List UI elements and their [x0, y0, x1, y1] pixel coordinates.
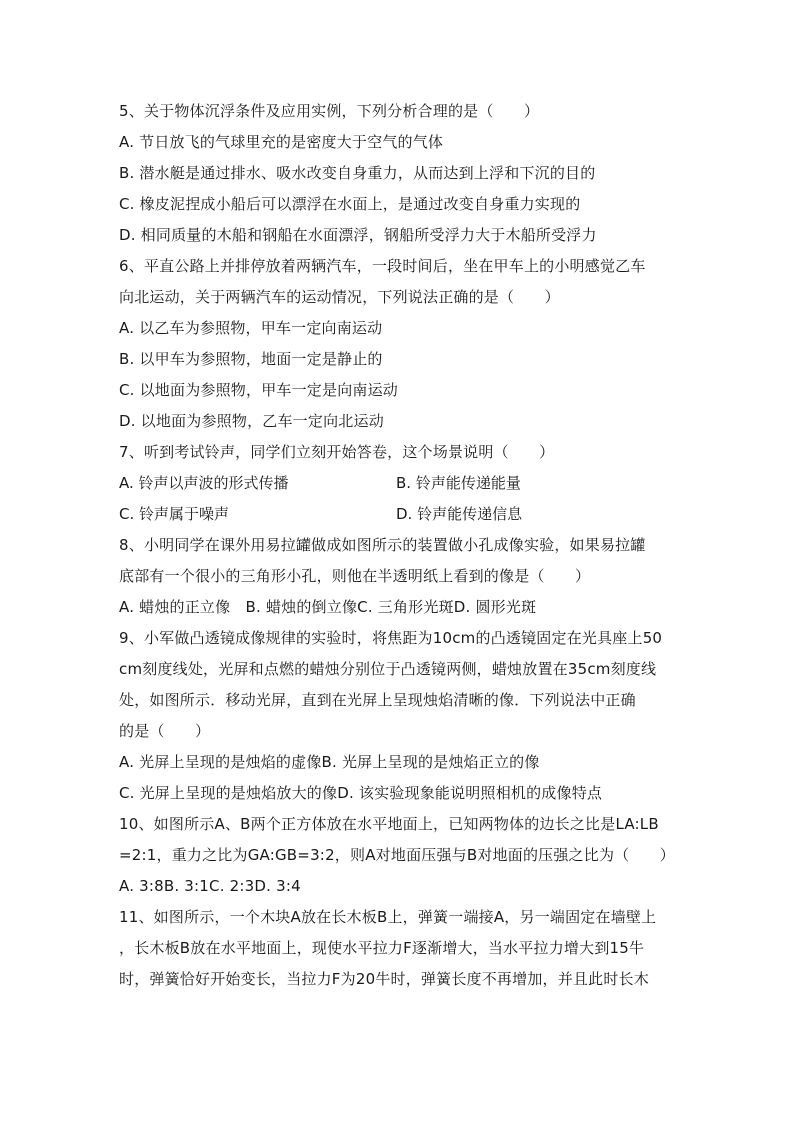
question-stem: 向北运动，关于两辆汽车的运动情况，下列说法正确的是（ ） — [119, 288, 560, 306]
option-row — [119, 499, 679, 530]
options-inline: A. 蜡烛的正立像 B. 蜡烛的倒立像C. 三角形光斑D. 圆形光斑 — [119, 598, 537, 616]
question-8 — [119, 530, 679, 623]
question-list — [119, 96, 679, 995]
option-a: A. 以乙车为参照物，甲车一定向南运动 — [119, 319, 383, 337]
question-stem: cm刻度线处，光屏和点燃的蜡烛分别位于凸透镜两侧，蜡烛放置在35cm刻度线 — [119, 660, 657, 678]
question-10 — [119, 809, 679, 902]
option-a: A. 节日放飞的气球里充的是密度大于空气的气体 — [119, 133, 444, 151]
question-stem: 5、关于物体沉浮条件及应用实例，下列分析合理的是（ ） — [119, 102, 540, 120]
question-6 — [119, 251, 679, 437]
question-stem: 时，弹簧恰好开始变长，当拉力F为20牛时，弹簧长度不再增加，并且此时长木 — [119, 970, 649, 988]
question-9 — [119, 623, 679, 809]
option-c: C. 橡皮泥捏成小船后可以漂浮在水面上，是通过改变自身重力实现的 — [119, 195, 581, 213]
question-stem: 11、如图所示，一个木块A放在长木板B上，弹簧一端接A，另一端固定在墙壁上 — [119, 908, 657, 926]
option-d: D. 以地面为参照物，乙车一定向北运动 — [119, 412, 384, 430]
option-c: C. 以地面为参照物，甲车一定是向南运动 — [119, 381, 399, 399]
option-d: D. 铃声能传递信息 — [396, 505, 523, 523]
question-stem: 7、听到考试铃声，同学们立刻开始答卷，这个场景说明（ ） — [119, 443, 555, 461]
question-7 — [119, 437, 679, 530]
option-c: C. 铃声属于噪声 — [119, 505, 230, 523]
question-stem: 的是（ ） — [119, 722, 211, 740]
option-row — [119, 468, 679, 499]
question-stem: 6、平直公路上并排停放着两辆汽车，一段时间后，坐在甲车上的小明感觉乙车 — [119, 257, 646, 275]
option-a: A. 铃声以声波的形式传播 — [119, 474, 289, 492]
option-b: B. 铃声能传递能量 — [396, 474, 521, 492]
question-stem: ，长木板B放在水平地面上，现使水平拉力F逐渐增大，当水平拉力增大到15牛 — [119, 939, 645, 957]
question-stem: 10、如图所示A、B两个正方体放在水平地面上，已知两物体的边长之比是LA:LB — [119, 815, 659, 833]
options-inline: C. 光屏上呈现的是烛焰放大的像D. 该实验现象能说明照相机的成像特点 — [119, 784, 603, 802]
question-11 — [119, 902, 679, 995]
question-stem: 8、小明同学在课外用易拉罐做成如图所示的装置做小孔成像实验，如果易拉罐 — [119, 536, 646, 554]
options-inline: A. 光屏上呈现的是烛焰的虚像B. 光屏上呈现的是烛焰正立的像 — [119, 753, 540, 771]
option-b: B. 潜水艇是通过排水、吸水改变自身重力，从而达到上浮和下沉的目的 — [119, 164, 596, 182]
question-stem: 处，如图所示．移动光屏，直到在光屏上呈现烛焰清晰的像．下列说法中正确 — [119, 691, 636, 709]
question-5 — [119, 96, 679, 251]
option-b: B. 以甲车为参照物，地面一定是静止的 — [119, 350, 383, 368]
question-stem: 9、小军做凸透镜成像规律的实验时，将焦距为10cm的凸透镜固定在光具座上50 — [119, 629, 663, 647]
options-inline: A. 3:8B. 3:1C. 2:3D. 3:4 — [119, 877, 301, 895]
question-stem: 底部有一个很小的三角形小孔，则他在半透明纸上看到的像是（ ） — [119, 567, 591, 585]
question-stem: =2:1，重力之比为GA:GB=3:2，则A对地面压强与B对地面的压强之比为（ ） — [119, 846, 675, 864]
option-d: D. 相同质量的木船和钢船在水面漂浮，钢船所受浮力大于木船所受浮力 — [119, 226, 597, 244]
